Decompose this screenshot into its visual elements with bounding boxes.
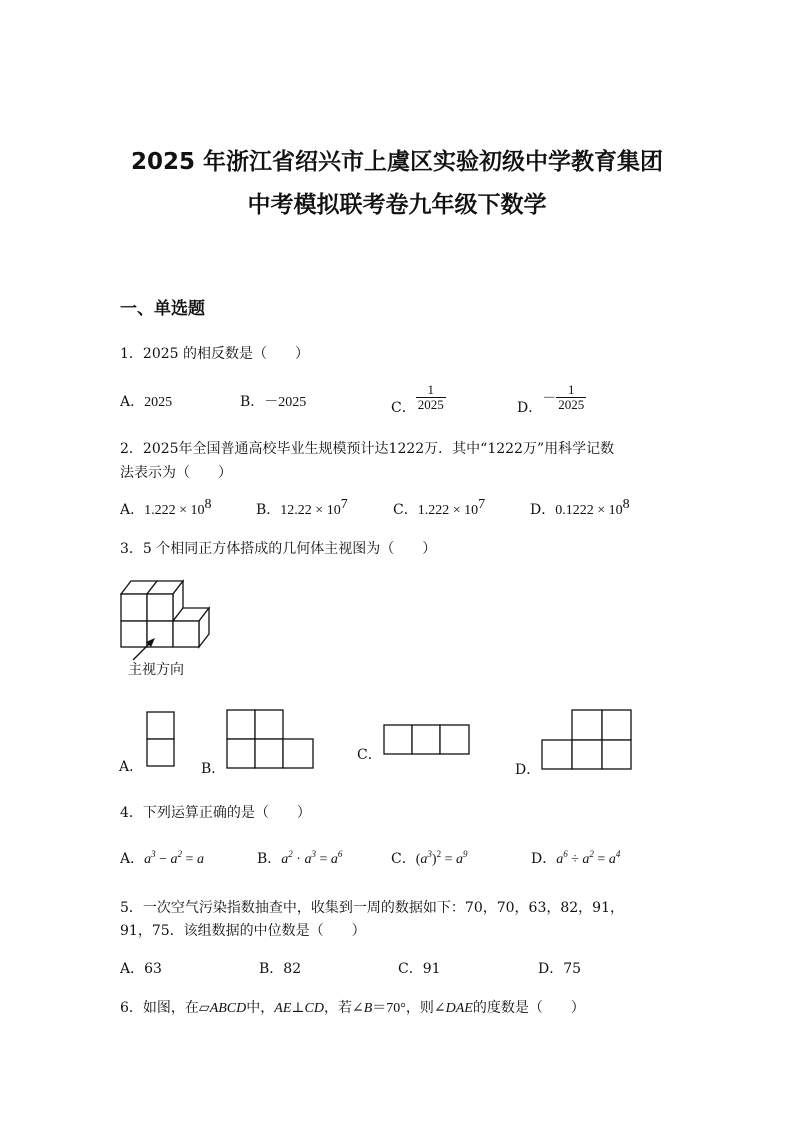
q5-stem-line2: 91，75．该组数据的中位数是（ ） xyxy=(120,923,366,939)
q5-option-a: A．63 xyxy=(120,961,162,977)
fraction: $\frac{1}{2025}$ xyxy=(558,382,585,412)
q1-stem: 1．2025 的相反数是（ ） xyxy=(120,346,309,362)
q1-option-a: A．2025 xyxy=(120,394,173,410)
q5-option-d: D．75 xyxy=(538,961,582,977)
section-heading: 一、单选题 xyxy=(120,299,205,319)
q1-option-b: B．－2025 xyxy=(240,394,307,410)
q2-option-b: B．$12.22 \times 10^7$ xyxy=(256,497,348,518)
q6-stem: 6．如图，在▱ABCD中，AE⊥CD，若∠B＝70°，则∠DAE的度数是（ ） xyxy=(120,1000,585,1016)
q2-stem-line1: 2．2025年全国普通高校毕业生规模预计达1222万．其中“1222万”用科学记数 xyxy=(120,441,615,457)
q3-option-a-label: A． xyxy=(119,759,144,775)
q3-stem: 3．5 个相同正方体搭成的几何体主视图为（ ） xyxy=(120,541,437,557)
q2-option-a: A．$1.222 \times 10^8$ xyxy=(120,497,212,518)
q3-direction-label: 主视方向 xyxy=(128,662,184,678)
q5-option-b: B．82 xyxy=(259,961,302,977)
q5-stem-line1: 5．一次空气污染指数抽查中，收集到一周的数据如下：70，70，63，82，91， xyxy=(120,900,624,916)
fraction: $\frac{1}{2025}$ xyxy=(417,382,444,412)
q2-option-c: C．$1.222 \times 10^7$ xyxy=(393,497,486,518)
q5-option-c: C．91 xyxy=(398,961,441,977)
q4-option-a: A．$a^3 - a^2 = a$ xyxy=(120,849,204,867)
q2-option-d: D．$0.1222 \times 10^8$ xyxy=(530,497,630,518)
doc-title-line2: 中考模拟联考卷九年级下数学 xyxy=(247,192,547,218)
q3-option-b-label: B． xyxy=(201,761,226,777)
q2-stem-line2: 法表示为（ ） xyxy=(120,465,232,481)
doc-title-line1: 2025 年浙江省绍兴市上虞区实验初级中学教育集团 xyxy=(130,149,664,175)
q4-option-b: B．$a^2 \cdot a^3 = a^6$ xyxy=(257,849,343,867)
q4-stem: 4．下列运算正确的是（ ） xyxy=(120,805,311,821)
q3-option-c-label: C． xyxy=(357,747,382,763)
q4-option-d: D．$a^6 \div a^2 = a^4$ xyxy=(531,849,621,867)
q4-option-c: C．$(a^3)^2 = a^9$ xyxy=(391,849,468,867)
q1-option-c: C． $\frac{1}{2025}$ xyxy=(391,382,444,416)
q3-option-d-label: D． xyxy=(515,762,541,778)
q1-option-d: D．－ $\frac{1}{2025}$ xyxy=(517,382,585,416)
